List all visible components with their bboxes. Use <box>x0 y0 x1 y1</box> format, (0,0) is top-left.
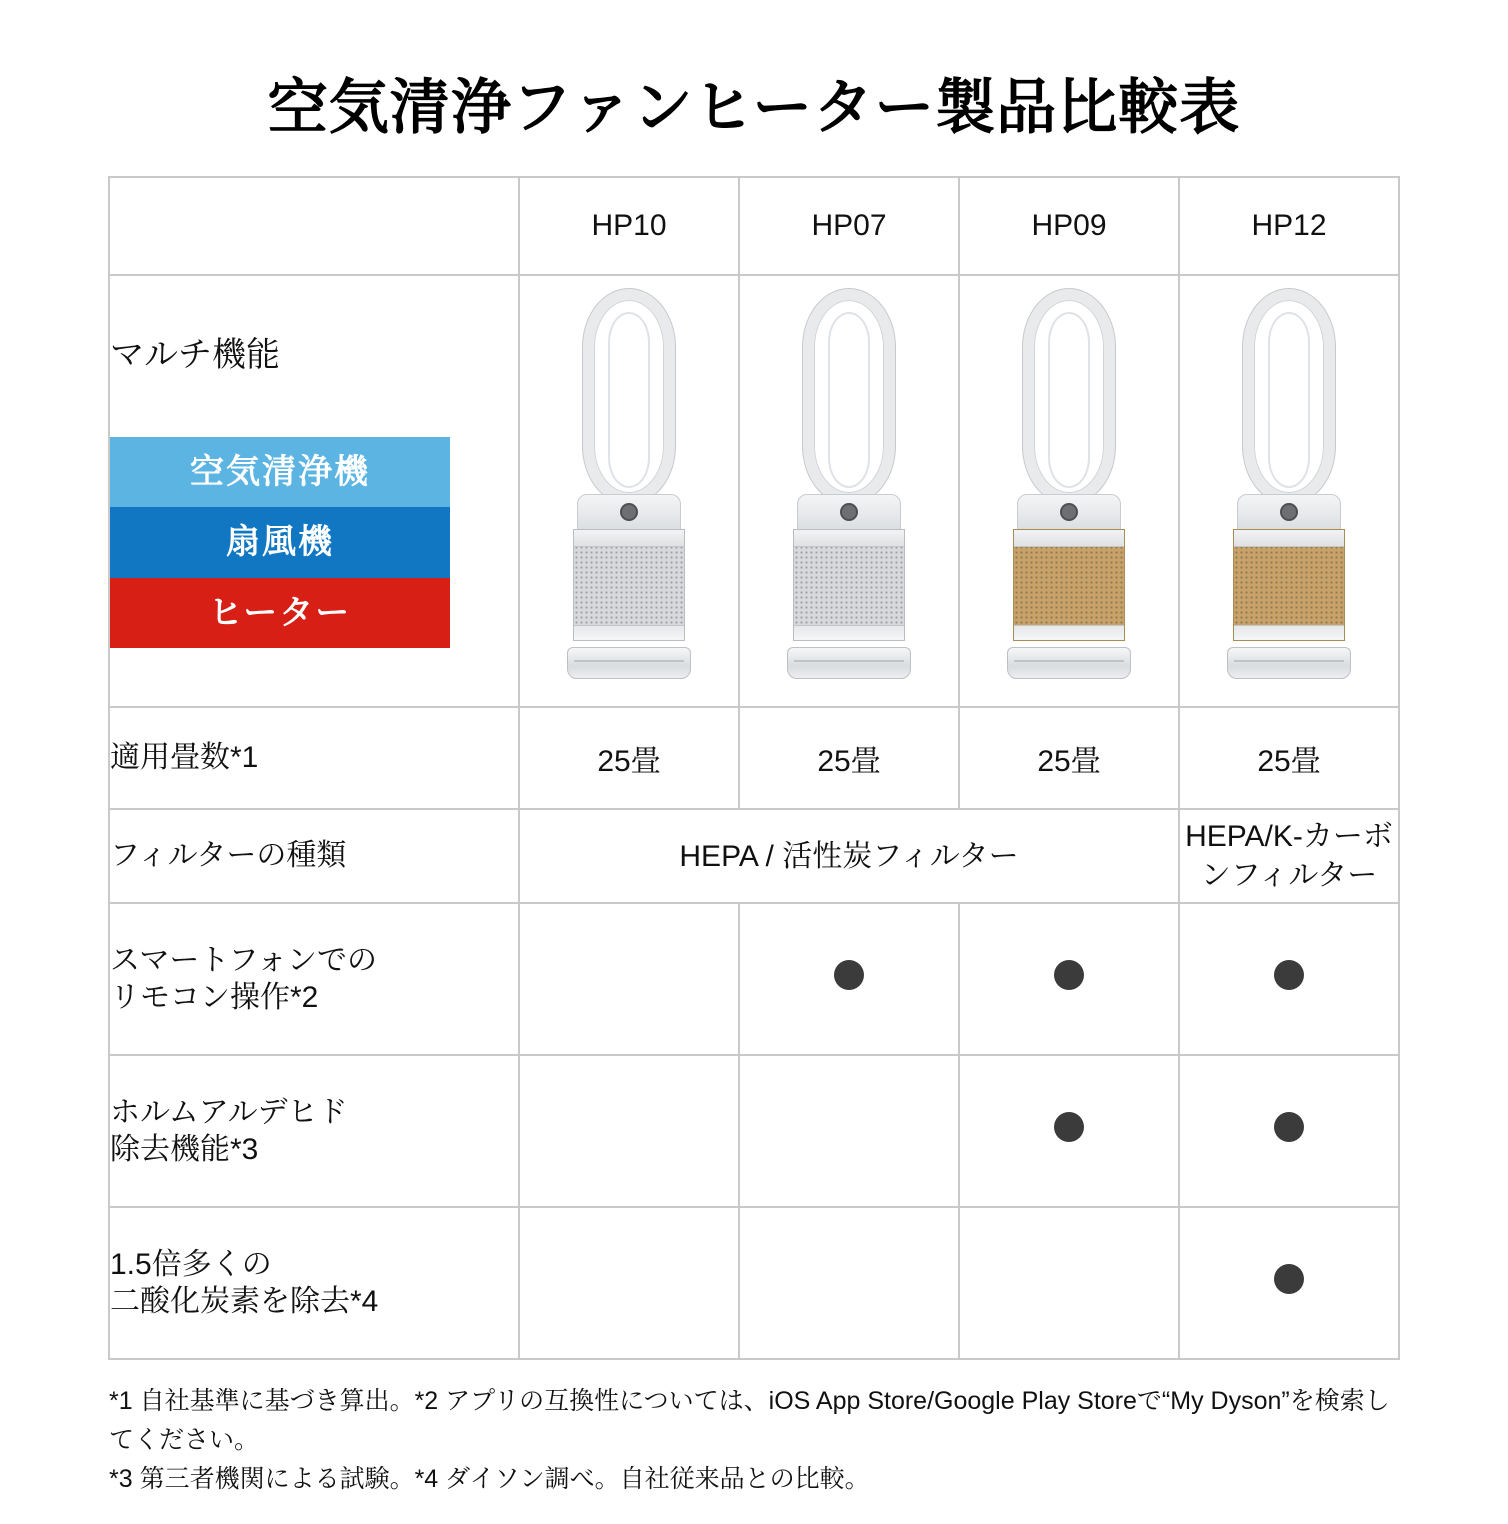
smartphone-mark-hp10 <box>519 903 739 1055</box>
formaldehyde-mark-hp09 <box>959 1055 1179 1207</box>
table-row-multi-function <box>109 275 1399 707</box>
fan-dial-icon <box>620 503 638 521</box>
formaldehyde-mark-hp12 <box>1179 1055 1399 1207</box>
fan-heater-illustration-hp07 <box>774 289 924 679</box>
table-row-smartphone-control <box>109 903 1399 1055</box>
fan-base <box>567 647 691 679</box>
co2-mark-hp12 <box>1179 1207 1399 1359</box>
smartphone-mark-hp07 <box>739 903 959 1055</box>
row-label-formaldehyde <box>109 1055 519 1207</box>
row-label-line1: 1.5倍多くの <box>110 1247 272 1281</box>
fan-base <box>1007 647 1131 679</box>
co2-mark-hp09 <box>959 1207 1179 1359</box>
smartphone-mark-hp12 <box>1179 903 1399 1055</box>
co2-mark-hp07 <box>739 1207 959 1359</box>
footnote-line-1: *1 自社基準に基づき算出。*2 アプリの互換性については、iOS App Store/Google Play Storeで“My Dyson”を検索してください。 <box>109 1387 1390 1454</box>
check-dot-icon <box>1274 1112 1304 1142</box>
coverage-value-hp09: 25畳 <box>959 707 1179 809</box>
row-label-line1: ホルムアルデヒド <box>110 1095 348 1129</box>
header-corner-cell <box>109 177 519 275</box>
fan-heater-illustration-hp12 <box>1214 289 1364 679</box>
table-row-formaldehyde <box>109 1055 1399 1207</box>
row-label-multi-function <box>109 275 519 707</box>
header-product-hp09: HP09 <box>959 177 1179 275</box>
coverage-value-hp10: 25畳 <box>519 707 739 809</box>
product-image-hp12 <box>1179 275 1399 707</box>
fan-filter-body <box>1233 529 1345 641</box>
fan-filter-body <box>573 529 685 641</box>
badge-heater: ヒーター <box>110 578 450 649</box>
footnote-line-2: *3 第三者機関による試験。*4 ダイソン調べ。自社従来品との比較。 <box>109 1464 870 1493</box>
fan-filter-body <box>1013 529 1125 641</box>
table-row-filter-type <box>109 809 1399 903</box>
product-image-hp07 <box>739 275 959 707</box>
multi-function-title: マルチ機能 <box>110 336 280 374</box>
table-row-co2-removal <box>109 1207 1399 1359</box>
filter-value-hp12: HEPA/K-カーボンフィルター <box>1179 809 1399 903</box>
table-row-coverage-area <box>109 707 1399 809</box>
smartphone-mark-hp09 <box>959 903 1179 1055</box>
air-loop-amplifier-icon <box>1023 289 1115 504</box>
fan-dial-icon <box>1280 503 1298 521</box>
check-dot-icon <box>1274 1264 1304 1294</box>
check-dot-icon <box>1274 960 1304 990</box>
row-label-smartphone-control <box>109 903 519 1055</box>
air-loop-amplifier-icon <box>583 289 675 504</box>
badge-air-purifier: 空気清浄機 <box>110 437 450 508</box>
table-header-row <box>109 177 1399 275</box>
badge-fan: 扇風機 <box>110 507 450 578</box>
air-loop-amplifier-icon <box>803 289 895 504</box>
footnotes <box>109 1382 1399 1498</box>
fan-dial-icon <box>840 503 858 521</box>
header-product-hp07: HP07 <box>739 177 959 275</box>
row-label-line2: リモコン操作*2 <box>110 981 319 1014</box>
row-label-line1: スマートフォンでの <box>110 943 377 977</box>
air-loop-amplifier-icon <box>1243 289 1335 504</box>
product-image-hp10 <box>519 275 739 707</box>
coverage-value-hp12: 25畳 <box>1179 707 1399 809</box>
fan-base <box>787 647 911 679</box>
fan-dial-icon <box>1060 503 1078 521</box>
coverage-value-hp07: 25畳 <box>739 707 959 809</box>
check-dot-icon <box>1054 960 1084 990</box>
product-image-hp09 <box>959 275 1179 707</box>
row-label-line2: 除去機能*3 <box>110 1133 259 1166</box>
row-label-co2-removal <box>109 1207 519 1359</box>
check-dot-icon <box>1054 1112 1084 1142</box>
header-product-hp12: HP12 <box>1179 177 1399 275</box>
function-badge-group <box>110 437 450 649</box>
co2-mark-hp10 <box>519 1207 739 1359</box>
page-title: 空気清浄ファンヒーター製品比較表 <box>267 74 1241 141</box>
fan-filter-body <box>793 529 905 641</box>
check-dot-icon <box>834 960 864 990</box>
filter-value-hp10-hp07-hp09: HEPA / 活性炭フィルター <box>519 809 1179 903</box>
formaldehyde-mark-hp07 <box>739 1055 959 1207</box>
formaldehyde-mark-hp10 <box>519 1055 739 1207</box>
header-product-hp10: HP10 <box>519 177 739 275</box>
fan-base <box>1227 647 1351 679</box>
product-comparison-table <box>108 176 1400 1360</box>
row-label-line2: 二酸化炭素を除去*4 <box>110 1285 379 1318</box>
row-label-filter-type: フィルターの種類 <box>109 809 519 903</box>
fan-heater-illustration-hp10 <box>554 289 704 679</box>
row-label-coverage-area: 適用畳数*1 <box>109 707 519 809</box>
fan-heater-illustration-hp09 <box>994 289 1144 679</box>
